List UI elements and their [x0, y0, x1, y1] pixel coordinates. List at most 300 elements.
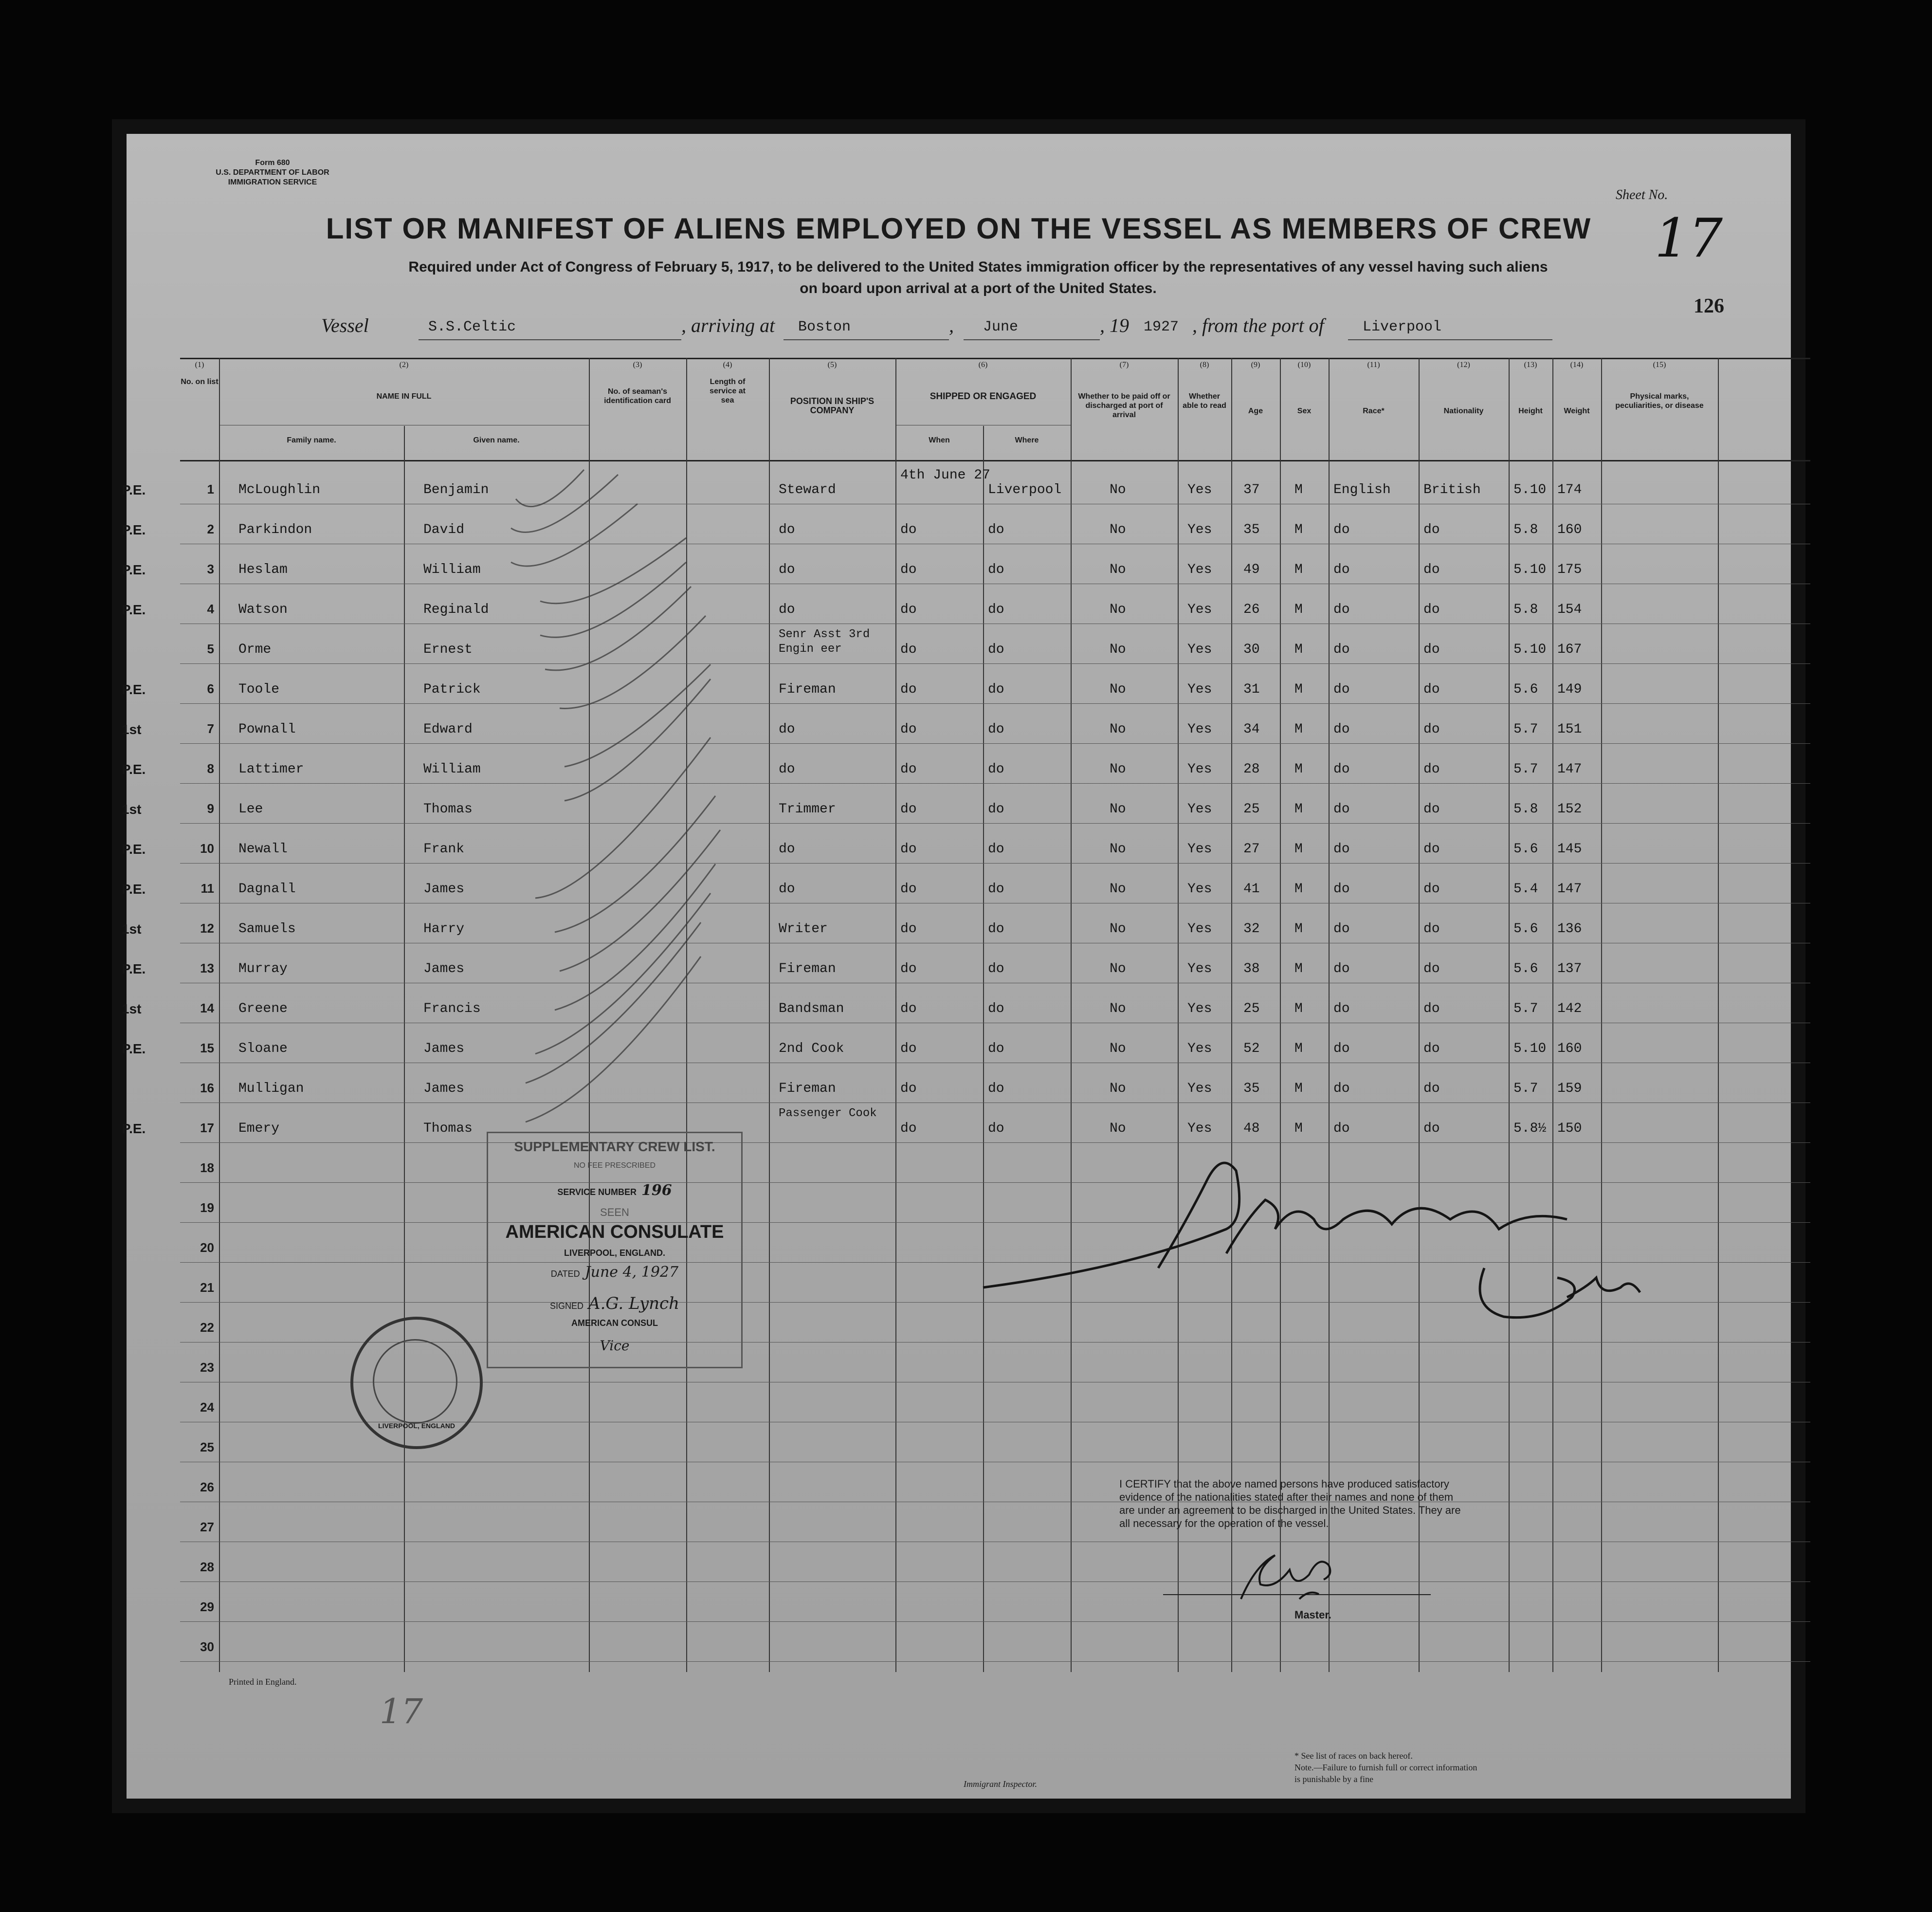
weight: 152	[1557, 802, 1582, 817]
col-9-number: (9)	[1251, 361, 1260, 369]
race: do	[1333, 961, 1350, 976]
col-13-header: Height	[1518, 407, 1543, 415]
row-number: 7	[207, 721, 214, 736]
age: 32	[1243, 921, 1260, 937]
sex: M	[1294, 842, 1303, 857]
subtitle-line-2: on board upon arrival at a port of the United States.	[800, 280, 1157, 296]
col-15-header: Physical marks, peculiarities, or disease	[1615, 392, 1704, 410]
age: 27	[1243, 842, 1260, 857]
position: do	[779, 882, 795, 897]
row-number: 17	[200, 1121, 214, 1135]
row-mark: 1st	[122, 921, 142, 937]
able-to-read: Yes	[1187, 642, 1212, 657]
given-name: Benjamin	[423, 482, 489, 497]
stamp-service-number: 196	[641, 1182, 672, 1199]
master-signature	[1221, 1545, 1348, 1614]
consulate-stamp	[487, 1132, 743, 1368]
position: 2nd Cook	[779, 1041, 844, 1056]
paid-off: No	[1110, 762, 1126, 777]
position: Trimmer	[779, 802, 836, 817]
col-7-number: (7)	[1119, 361, 1129, 369]
given-name: Francis	[423, 1001, 481, 1016]
paid-off: No	[1110, 642, 1126, 657]
family-name: Greene	[238, 1001, 288, 1016]
weight: 159	[1557, 1081, 1582, 1096]
position: Passenger Cook	[779, 1107, 877, 1120]
paid-off: No	[1110, 1121, 1126, 1136]
paid-off: No	[1110, 1001, 1126, 1016]
col-4-header: Length of service at sea	[710, 378, 746, 404]
col-1-header: No. on list	[181, 378, 219, 386]
age: 30	[1243, 642, 1260, 657]
sex: M	[1294, 961, 1303, 976]
race: do	[1333, 882, 1350, 897]
form-service: IMMIGRATION SERVICE	[228, 178, 317, 186]
position: do	[779, 762, 795, 777]
inspector-signature	[973, 1127, 1713, 1399]
height: 5.8	[1513, 802, 1538, 817]
family-name: Watson	[238, 602, 288, 617]
stamp-line-2: NO FEE PRESCRIBED	[573, 1161, 656, 1170]
family-name: Emery	[238, 1121, 280, 1136]
when-header: When	[929, 436, 950, 444]
position: Fireman	[779, 961, 836, 976]
shipped-when: do	[900, 1081, 917, 1096]
weight: 142	[1557, 1001, 1582, 1016]
weight: 137	[1557, 961, 1582, 976]
family-name: Mulligan	[238, 1081, 304, 1096]
sex: M	[1294, 602, 1303, 617]
position: Bandsman	[779, 1001, 844, 1016]
row-number: 24	[200, 1400, 214, 1415]
shipped-where: do	[988, 642, 1004, 657]
weight: 136	[1557, 921, 1582, 937]
height: 5.6	[1513, 682, 1538, 697]
nationality: do	[1423, 602, 1440, 617]
stamp-dated	[488, 1264, 741, 1281]
row-number: 21	[200, 1280, 214, 1295]
arrival-year: 1927	[1144, 319, 1179, 335]
shipped-when: do	[900, 562, 917, 577]
stamp-consulate: AMERICAN CONSULATE	[505, 1222, 724, 1242]
height: 5.10	[1513, 642, 1547, 657]
shipped-when: do	[900, 921, 917, 937]
nationality: do	[1423, 1081, 1440, 1096]
paid-off: No	[1110, 602, 1126, 617]
row-number: 5	[207, 642, 214, 656]
sex: M	[1294, 1041, 1303, 1056]
sex: M	[1294, 682, 1303, 697]
age: 37	[1243, 482, 1260, 497]
given-name: James	[423, 961, 465, 976]
shipped-where: do	[988, 602, 1004, 617]
weight: 151	[1557, 722, 1582, 737]
shipped-when: do	[900, 842, 917, 857]
age: 28	[1243, 762, 1260, 777]
footnote-races: * See list of races on back hereof.	[1294, 1751, 1413, 1761]
height: 5.8	[1513, 522, 1538, 537]
row-mark: P.E.	[122, 682, 146, 697]
family-name: Heslam	[238, 562, 288, 577]
from-label: , from the port of	[1192, 314, 1324, 336]
position: do	[779, 722, 795, 737]
paid-off: No	[1110, 1041, 1126, 1056]
given-name: William	[423, 562, 481, 577]
row-number: 8	[207, 761, 214, 776]
position: Steward	[779, 482, 836, 497]
paid-off: No	[1110, 961, 1126, 976]
col-8-header: Whether able to read	[1183, 392, 1226, 410]
consulate-seal	[350, 1317, 483, 1449]
row-mark: P.E.	[122, 562, 146, 577]
able-to-read: Yes	[1187, 682, 1212, 697]
row-number: 27	[200, 1520, 214, 1534]
row-mark: P.E.	[122, 482, 146, 497]
height: 5.7	[1513, 722, 1538, 737]
given-name: Thomas	[423, 802, 473, 817]
nationality: do	[1423, 562, 1440, 577]
shipped-where: do	[988, 961, 1004, 976]
height: 5.10	[1513, 562, 1547, 577]
position: do	[779, 842, 795, 857]
row-mark: P.E.	[122, 762, 146, 777]
row-number: 15	[200, 1041, 214, 1055]
weight: 145	[1557, 842, 1582, 857]
given-name: James	[423, 1041, 465, 1056]
stamp-line-1: SUPPLEMENTARY CREW LIST.	[514, 1139, 715, 1154]
weight: 147	[1557, 882, 1582, 897]
shipped-when: do	[900, 1041, 917, 1056]
sex: M	[1294, 1121, 1303, 1136]
sex: M	[1294, 482, 1303, 497]
race: do	[1333, 921, 1350, 937]
row-mark: P.E.	[122, 1041, 146, 1056]
row-mark: P.E.	[122, 961, 146, 976]
arrival-month: June	[983, 319, 1019, 335]
height: 5.6	[1513, 961, 1538, 976]
col-3-number: (3)	[633, 361, 642, 369]
stamp-signed	[488, 1294, 741, 1313]
page-title: LIST OR MANIFEST OF ALIENS EMPLOYED ON THE VESSEL AS MEMBERS OF CREW	[326, 212, 1592, 245]
age: 34	[1243, 722, 1260, 737]
race: do	[1333, 602, 1350, 617]
margin-note: 17	[380, 1691, 423, 1731]
col-9-header: Age	[1248, 407, 1263, 415]
weight: 174	[1557, 482, 1582, 497]
col-11-header: Race*	[1363, 407, 1385, 415]
able-to-read: Yes	[1187, 1081, 1212, 1096]
able-to-read: Yes	[1187, 961, 1212, 976]
position: Senr Asst 3rd Engin eer	[779, 628, 870, 656]
family-name: Murray	[238, 961, 288, 976]
height: 5.10	[1513, 1041, 1547, 1056]
nationality: do	[1423, 802, 1440, 817]
shipped-where: do	[988, 762, 1004, 777]
shipped-when: do	[900, 802, 917, 817]
paid-off: No	[1110, 522, 1126, 537]
form-department: U.S. DEPARTMENT OF LABOR	[216, 168, 329, 177]
weight: 149	[1557, 682, 1582, 697]
row-number: 20	[200, 1240, 214, 1255]
row-mark: 1st	[122, 1001, 142, 1016]
family-name: Lattimer	[238, 762, 304, 777]
able-to-read: Yes	[1187, 602, 1212, 617]
row-mark: P.E.	[122, 882, 146, 897]
nationality: British	[1423, 482, 1481, 497]
row-mark: P.E.	[122, 522, 146, 537]
page-number: 126	[1694, 295, 1724, 317]
family-name: Orme	[238, 642, 272, 657]
given-name: Edward	[423, 722, 473, 737]
col-12-number: (12)	[1457, 361, 1470, 369]
shipped-where: do	[988, 802, 1004, 817]
age: 25	[1243, 802, 1260, 817]
race: do	[1333, 522, 1350, 537]
sex: M	[1294, 642, 1303, 657]
stamp-dated-value: June 4, 1927	[584, 1264, 679, 1281]
immigrant-inspector-label: Immigrant Inspector.	[964, 1779, 1037, 1789]
height: 5.8	[1513, 602, 1538, 617]
nationality: do	[1423, 1001, 1440, 1016]
shipped-when: do	[900, 961, 917, 976]
given-name-header: Given name.	[473, 436, 520, 444]
weight: 160	[1557, 1041, 1582, 1056]
col-2-header: NAME IN FULL	[376, 392, 432, 401]
col-2-number: (2)	[399, 361, 409, 369]
row-mark: P.E.	[122, 1121, 146, 1136]
race: do	[1333, 1041, 1350, 1056]
height: 5.7	[1513, 1001, 1538, 1016]
position: Fireman	[779, 682, 836, 697]
race: do	[1333, 682, 1350, 697]
form-number: Form 680	[255, 159, 290, 167]
weight: 167	[1557, 642, 1582, 657]
given-name: David	[423, 522, 465, 537]
footnote-note: Note.—Failure to furnish full or correct information	[1294, 1763, 1477, 1772]
race: do	[1333, 722, 1350, 737]
stamp-service	[488, 1182, 741, 1199]
sheet-number: 17	[1655, 207, 1723, 269]
col-10-number: (10)	[1297, 361, 1311, 369]
sex: M	[1294, 1001, 1303, 1016]
col-13-number: (13)	[1524, 361, 1537, 369]
row-mark: 1st	[122, 802, 142, 817]
shipped-when: do	[900, 722, 917, 737]
row-mark: 1st	[122, 722, 142, 737]
nationality: do	[1423, 522, 1440, 537]
stamp-title: AMERICAN CONSUL	[571, 1318, 658, 1328]
given-name: Frank	[423, 842, 465, 857]
nationality: do	[1423, 882, 1440, 897]
row-number: 22	[200, 1320, 214, 1335]
col-1-number: (1)	[195, 361, 204, 369]
family-name: Samuels	[238, 921, 296, 937]
shipped-where: do	[988, 1041, 1004, 1056]
given-name: Patrick	[423, 682, 481, 697]
year-prefix: , 19	[1100, 314, 1129, 336]
age: 31	[1243, 682, 1260, 697]
shipped-when: do	[900, 642, 917, 657]
sex: M	[1294, 921, 1303, 937]
sex: M	[1294, 882, 1303, 897]
given-name: Thomas	[423, 1121, 473, 1136]
shipped-where: do	[988, 842, 1004, 857]
weight: 154	[1557, 602, 1582, 617]
vessel-name: S.S.Celtic	[428, 319, 516, 335]
paid-off: No	[1110, 921, 1126, 937]
race: do	[1333, 642, 1350, 657]
height: 5.7	[1513, 762, 1538, 777]
position: Fireman	[779, 1081, 836, 1096]
sex: M	[1294, 562, 1303, 577]
row-number: 3	[207, 562, 214, 576]
row-number: 6	[207, 681, 214, 696]
able-to-read: Yes	[1187, 1041, 1212, 1056]
given-name: William	[423, 762, 481, 777]
race: do	[1333, 762, 1350, 777]
sex: M	[1294, 762, 1303, 777]
race: do	[1333, 562, 1350, 577]
arrival-port: Boston	[798, 319, 851, 335]
col-14-header: Weight	[1564, 407, 1590, 415]
family-name: Lee	[238, 802, 263, 817]
shipped-when: 4th June 27	[900, 468, 990, 483]
age: 35	[1243, 522, 1260, 537]
col-7-header: Whether to be paid off or discharged at port of arrival	[1078, 392, 1170, 419]
height: 5.6	[1513, 921, 1538, 937]
height: 5.7	[1513, 1081, 1538, 1096]
col-6-number: (6)	[978, 361, 988, 369]
age: 41	[1243, 882, 1260, 897]
row-number: 1	[207, 482, 214, 496]
shipped-where: do	[988, 1081, 1004, 1096]
family-name: Newall	[238, 842, 288, 857]
age: 48	[1243, 1121, 1260, 1136]
weight: 160	[1557, 522, 1582, 537]
shipped-when: do	[900, 602, 917, 617]
race: do	[1333, 1081, 1350, 1096]
family-name: Sloane	[238, 1041, 288, 1056]
shipped-where: do	[988, 522, 1004, 537]
row-number: 29	[200, 1599, 214, 1614]
paid-off: No	[1110, 842, 1126, 857]
family-name: Parkindon	[238, 522, 312, 537]
race: English	[1333, 482, 1391, 497]
weight: 175	[1557, 562, 1582, 577]
race: do	[1333, 802, 1350, 817]
seal-inner-ring	[373, 1339, 457, 1424]
stamp-service-label: SERVICE NUMBER	[557, 1187, 637, 1197]
row-number: 10	[200, 841, 214, 856]
able-to-read: Yes	[1187, 482, 1212, 497]
paid-off: No	[1110, 722, 1126, 737]
col-11-number: (11)	[1367, 361, 1380, 369]
given-name: Reginald	[423, 602, 489, 617]
position: do	[779, 522, 795, 537]
row-number: 18	[200, 1160, 214, 1175]
row-number: 11	[200, 881, 214, 896]
given-name: James	[423, 882, 465, 897]
shipped-where: do	[988, 682, 1004, 697]
family-name-header: Family name.	[287, 436, 336, 444]
footnote	[1294, 1750, 1538, 1785]
where-header: Where	[1015, 436, 1039, 444]
col-8-number: (8)	[1200, 361, 1209, 369]
family-name: Pownall	[238, 722, 296, 737]
nationality: do	[1423, 642, 1440, 657]
age: 49	[1243, 562, 1260, 577]
shipped-when: do	[900, 1121, 917, 1136]
paid-off: No	[1110, 802, 1126, 817]
paid-off: No	[1110, 562, 1126, 577]
col-10-header: Sex	[1297, 407, 1312, 415]
able-to-read: Yes	[1187, 722, 1212, 737]
shipped-when: do	[900, 682, 917, 697]
age: 26	[1243, 602, 1260, 617]
nationality: do	[1423, 842, 1440, 857]
height: 5.6	[1513, 842, 1538, 857]
able-to-read: Yes	[1187, 921, 1212, 937]
col-12-header: Nationality	[1443, 407, 1484, 415]
race: do	[1333, 1121, 1350, 1136]
race: do	[1333, 1001, 1350, 1016]
arriving-label: , arriving at	[681, 314, 775, 336]
paid-off: No	[1110, 882, 1126, 897]
shipped-where: do	[988, 921, 1004, 937]
age: 52	[1243, 1041, 1260, 1056]
row-number: 28	[200, 1560, 214, 1574]
row-number: 2	[207, 522, 214, 536]
row-number: 25	[200, 1440, 214, 1454]
position: do	[779, 562, 795, 577]
col-4-number: (4)	[723, 361, 732, 369]
age: 38	[1243, 961, 1260, 976]
shipped-where: do	[988, 1001, 1004, 1016]
col-3-header: No. of seaman's identification card	[604, 387, 671, 405]
nationality: do	[1423, 1121, 1440, 1136]
sex: M	[1294, 722, 1303, 737]
shipped-when: do	[900, 762, 917, 777]
row-number: 30	[200, 1639, 214, 1654]
sex: M	[1294, 1081, 1303, 1096]
seal-text: LIVERPOOL, ENGLAND	[378, 1422, 455, 1430]
shipped-when: do	[900, 522, 917, 537]
age: 35	[1243, 1081, 1260, 1096]
row-number: 12	[200, 921, 214, 936]
stamp-vice: Vice	[600, 1338, 630, 1354]
height: 5.8½	[1513, 1121, 1547, 1136]
age: 25	[1243, 1001, 1260, 1016]
row-number: 19	[200, 1200, 214, 1215]
manifest-sheet: Form 680 U.S. DEPARTMENT OF LABOR IMMIGRATION SERVICE Sheet No. 17 LIST OR MANIFEST OF ALIENS EMPLOYED ON THE VESSEL AS MEMBERS OF CREW Required under Act of Congress of February 5, 1917, to be delivered to the United States immigration officer by the representatives of any vessel having such aliens on board upon arrival at a port of the United States. 126 Vessel S.S.Celtic , arriving at Boston , June , 19 1927 , from the port of Liverpool (1) No. on list (2) NAME IN FULL Family name. Given name. (3) No. of seaman's identification card (4) Length of service at sea (5) POSITION IN SHIP'S COMPANY (6) SHIPPED OR ENGAGED When Where (7) Whether to be paid off or discharged at port of arrival (8) Whether able to read (9) Age (10) Sex (11) Race* (12) Nationality (13) Height (14) Weight (15) Physical marks, peculiarities, or disease 1 2 3 4 5 6 7 8 9 10 11 12 13 14 15 16 17 18 19 20 21 22 23 24 25 26 27 28 29 30 P.E. McLoughlin Benjamin Steward 4th June 27 Liverpool No Yes 37 M English British 5.10 174 P.E. Parkindon David do do do No Yes 35 M do do 5.8 160 P.E. Heslam William do do do No Yes 49 M do do 5.10 175 P.E. Watson Reginald do do do No Yes 26 M do do 5.8 154 Orme Ernest Senr Asst 3rd Engin eer do do No Yes 30 M do do 5.10 167 P.E. Toole Patrick Fireman do do No Yes 31 M do do 5.6 149 1st Pownall Edward do do do No Yes 34 M do do 5.7 151 P.E. Lattimer William do do do No Yes 28 M do do 5.7 147 1st Lee Thomas Trimmer do do No Yes 25 M do do 5.8 152 P.E. Newall Frank do do do No Yes 27 M do do 5.6 145 P.E. Dagnall James do do do No Yes 41 M do do 5.4 147 1st Samuels Harry Writer do do No Yes 32 M do do 5.6 136 P.E. Murray James Fireman do do No Yes 38 M do do 5.6 137 1st Greene Francis Bandsman do do No Yes 25 M do do 5.7 142 P.E. Sloane James 2nd Cook do do No Yes 52 M do do 5.10 160 Mulligan James Fireman do do No Yes 35 M do do 5.7 159 P.E. Emery Thomas Passenger Cook do do No Yes 48 M do do 5.8½ 150 SUPPLEMENTARY CREW LIST. NO FEE PRESCRIBED SERVICE NUMBER 196 SEEN AMERICAN CONSULATE LIVERPOOL, ENGLAND. DATED June 4, 1927 SIGNED A.G. Lynch AMERICAN CONSUL Vice LIVERPOOL, ENGLAND I CERTIFY that the above named persons have produced satisfactory evidence of the nationalities stated after their names and none of them are under an agreement to be discharged in the United States. They are all necessary for the operation of the vessel. Master. Printed in England. Immigrant Inspector. * See list of races on back hereof. Note.—Failure to furnish full or correct information is punishable by a fine 17	[127, 134, 1791, 1799]
nationality: do	[1423, 961, 1440, 976]
family-name: Dagnall	[238, 882, 296, 897]
master-certification: I CERTIFY that the above named persons have produced satisfactory evidence of the nationalities stated after their names and none of them are under an agreement to be discharged in the United States. They are all necessary for the operation of the vessel.	[1119, 1478, 1461, 1529]
weight: 147	[1557, 762, 1582, 777]
given-name: James	[423, 1081, 465, 1096]
given-name: Ernest	[423, 642, 473, 657]
col-14-number: (14)	[1570, 361, 1584, 369]
subtitle-line-1: Required under Act of Congress of February 5, 1917, to be delivered to the United States immigration officer by the representatives of any vessel having such aliens	[408, 259, 1548, 275]
nationality: do	[1423, 722, 1440, 737]
col-6-header: SHIPPED OR ENGAGED	[930, 391, 1037, 402]
able-to-read: Yes	[1187, 842, 1212, 857]
row-number: 26	[200, 1480, 214, 1494]
position: do	[779, 602, 795, 617]
printed-in-england: Printed in England.	[229, 1677, 297, 1687]
shipped-when: do	[900, 882, 917, 897]
row-number: 9	[207, 801, 214, 816]
